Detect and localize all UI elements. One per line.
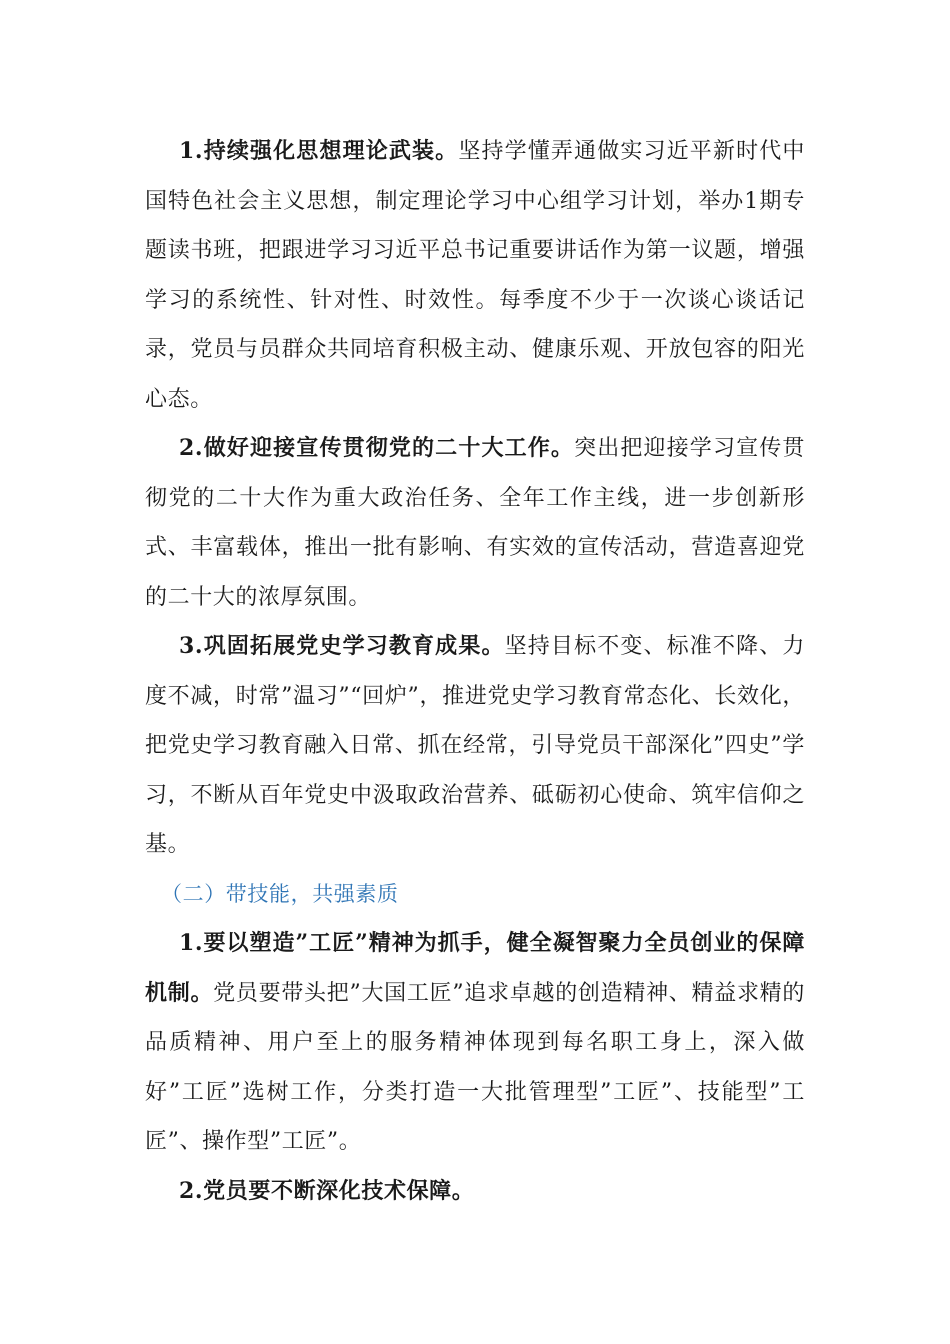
paragraph-5-lead: 2.党员要不断深化技术保障。 — [179, 1177, 475, 1204]
paragraph-4-body: 党员要带头把”大国工匠”追求卓越的创造精神、精益求精的品质精神、用户至上的服务精神体现到每名职工身上，深入做好”工匠”选树工作，分类打造一大批管理型”工匠”、技能型”工匠”、操作型”工匠”。 — [145, 980, 805, 1154]
paragraph-3-body: 坚持目标不变、标准不降、力度不减，时常”温习”“回炉”，推进党史学习教育常态化、长效化，把党史学习教育融入日常、抓在经常，引导党员干部深化”四史”学习，不断从百年党史中汲取政治营养、砥砺初心使命、筑牢信仰之基。 — [145, 634, 805, 857]
paragraph-1-lead: 1.持续强化思想理论武装。 — [179, 138, 459, 164]
document-page — [145, 127, 805, 1216]
paragraph-4 — [145, 919, 805, 1167]
section-heading: （二）带技能，共强素质 — [161, 881, 399, 906]
paragraph-5 — [145, 1167, 805, 1217]
paragraph-1 — [145, 127, 805, 424]
paragraph-3-lead: 3.巩固拓展党史学习教育成果。 — [179, 633, 505, 659]
paragraph-2-lead: 2.做好迎接宣传贯彻党的二十大工作。 — [179, 435, 575, 461]
paragraph-3 — [145, 622, 805, 870]
paragraph-2 — [145, 424, 805, 622]
paragraph-2-body: 突出把迎接学习宣传贯彻党的二十大作为重大政治任务、全年工作主线，进一步创新形式、丰富载体，推出一批有影响、有实效的宣传活动，营造喜迎党的二十大的浓厚氛围。 — [145, 436, 805, 610]
paragraph-4-lead: 1.要以塑造”工匠”精神为抓手，健全凝智聚力全员创业的保障机制。 — [145, 930, 805, 1006]
paragraph-1-body: 坚持学懂弄通做实习近平新时代中国特色社会主义思想，制定理论学习中心组学习计划，举办1期专题读书班，把跟进学习习近平总书记重要讲话作为第一议题，增强学习的系统性、针对性、时效性。每季度不少于一次谈心谈话记录，党员与员群众共同培育积极主动、健康乐观、开放包容的阳光心态。 — [145, 139, 805, 412]
